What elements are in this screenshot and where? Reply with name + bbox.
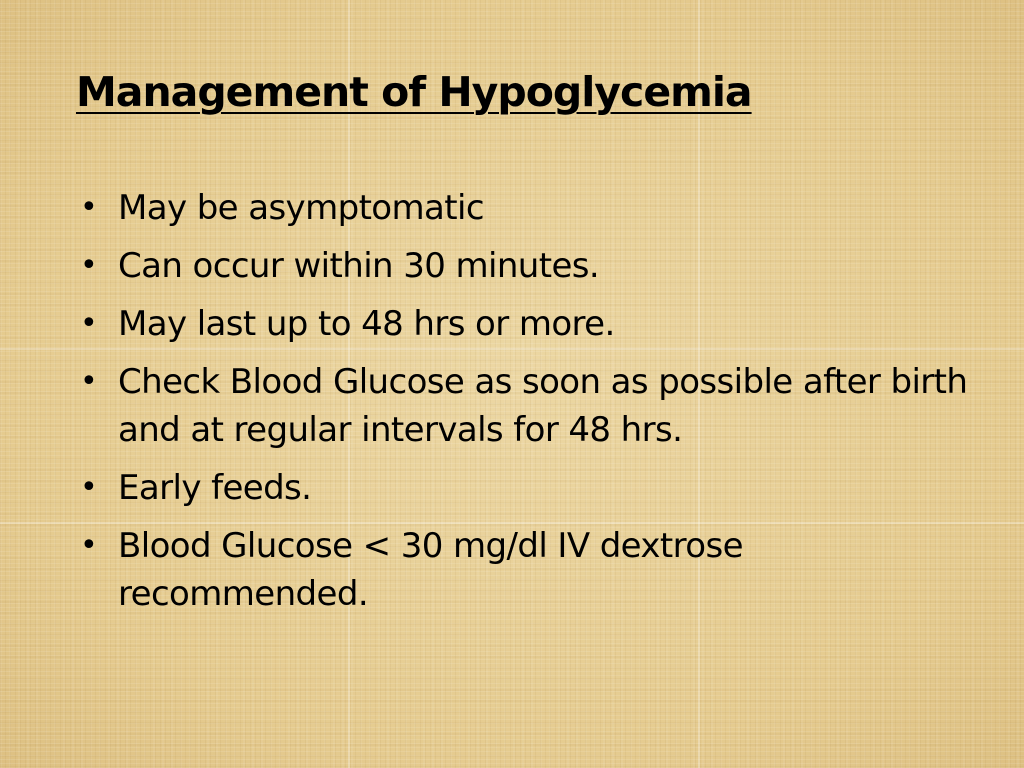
bullet-text: May be asymptomatic [118,188,484,228]
bullet-icon: • [80,306,98,341]
bullet-icon: • [80,470,98,505]
slide-title: Management of Hypoglycemia [76,68,752,116]
bullet-text: Early feeds. [118,468,312,508]
bullet-item [78,184,978,232]
bullet-icon: • [80,528,98,563]
bullet-icon: • [80,364,98,399]
bullet-item [78,300,978,348]
bullet-icon: • [80,190,98,225]
bullet-item [78,464,978,512]
bullet-item [78,242,978,290]
bullet-text: May last up to 48 hrs or more. [118,304,615,344]
bullet-text: Check Blood Glucose as soon as possible after birth and at regular intervals for 48 hrs. [118,362,968,450]
bullet-text: Can occur within 30 minutes. [118,246,600,286]
bullet-item [78,358,978,454]
bullet-item [78,522,978,618]
bullet-text: Blood Glucose < 30 mg/dl IV dextrose recommended. [118,526,743,614]
bullet-icon: • [80,248,98,283]
bullet-list [78,184,978,628]
